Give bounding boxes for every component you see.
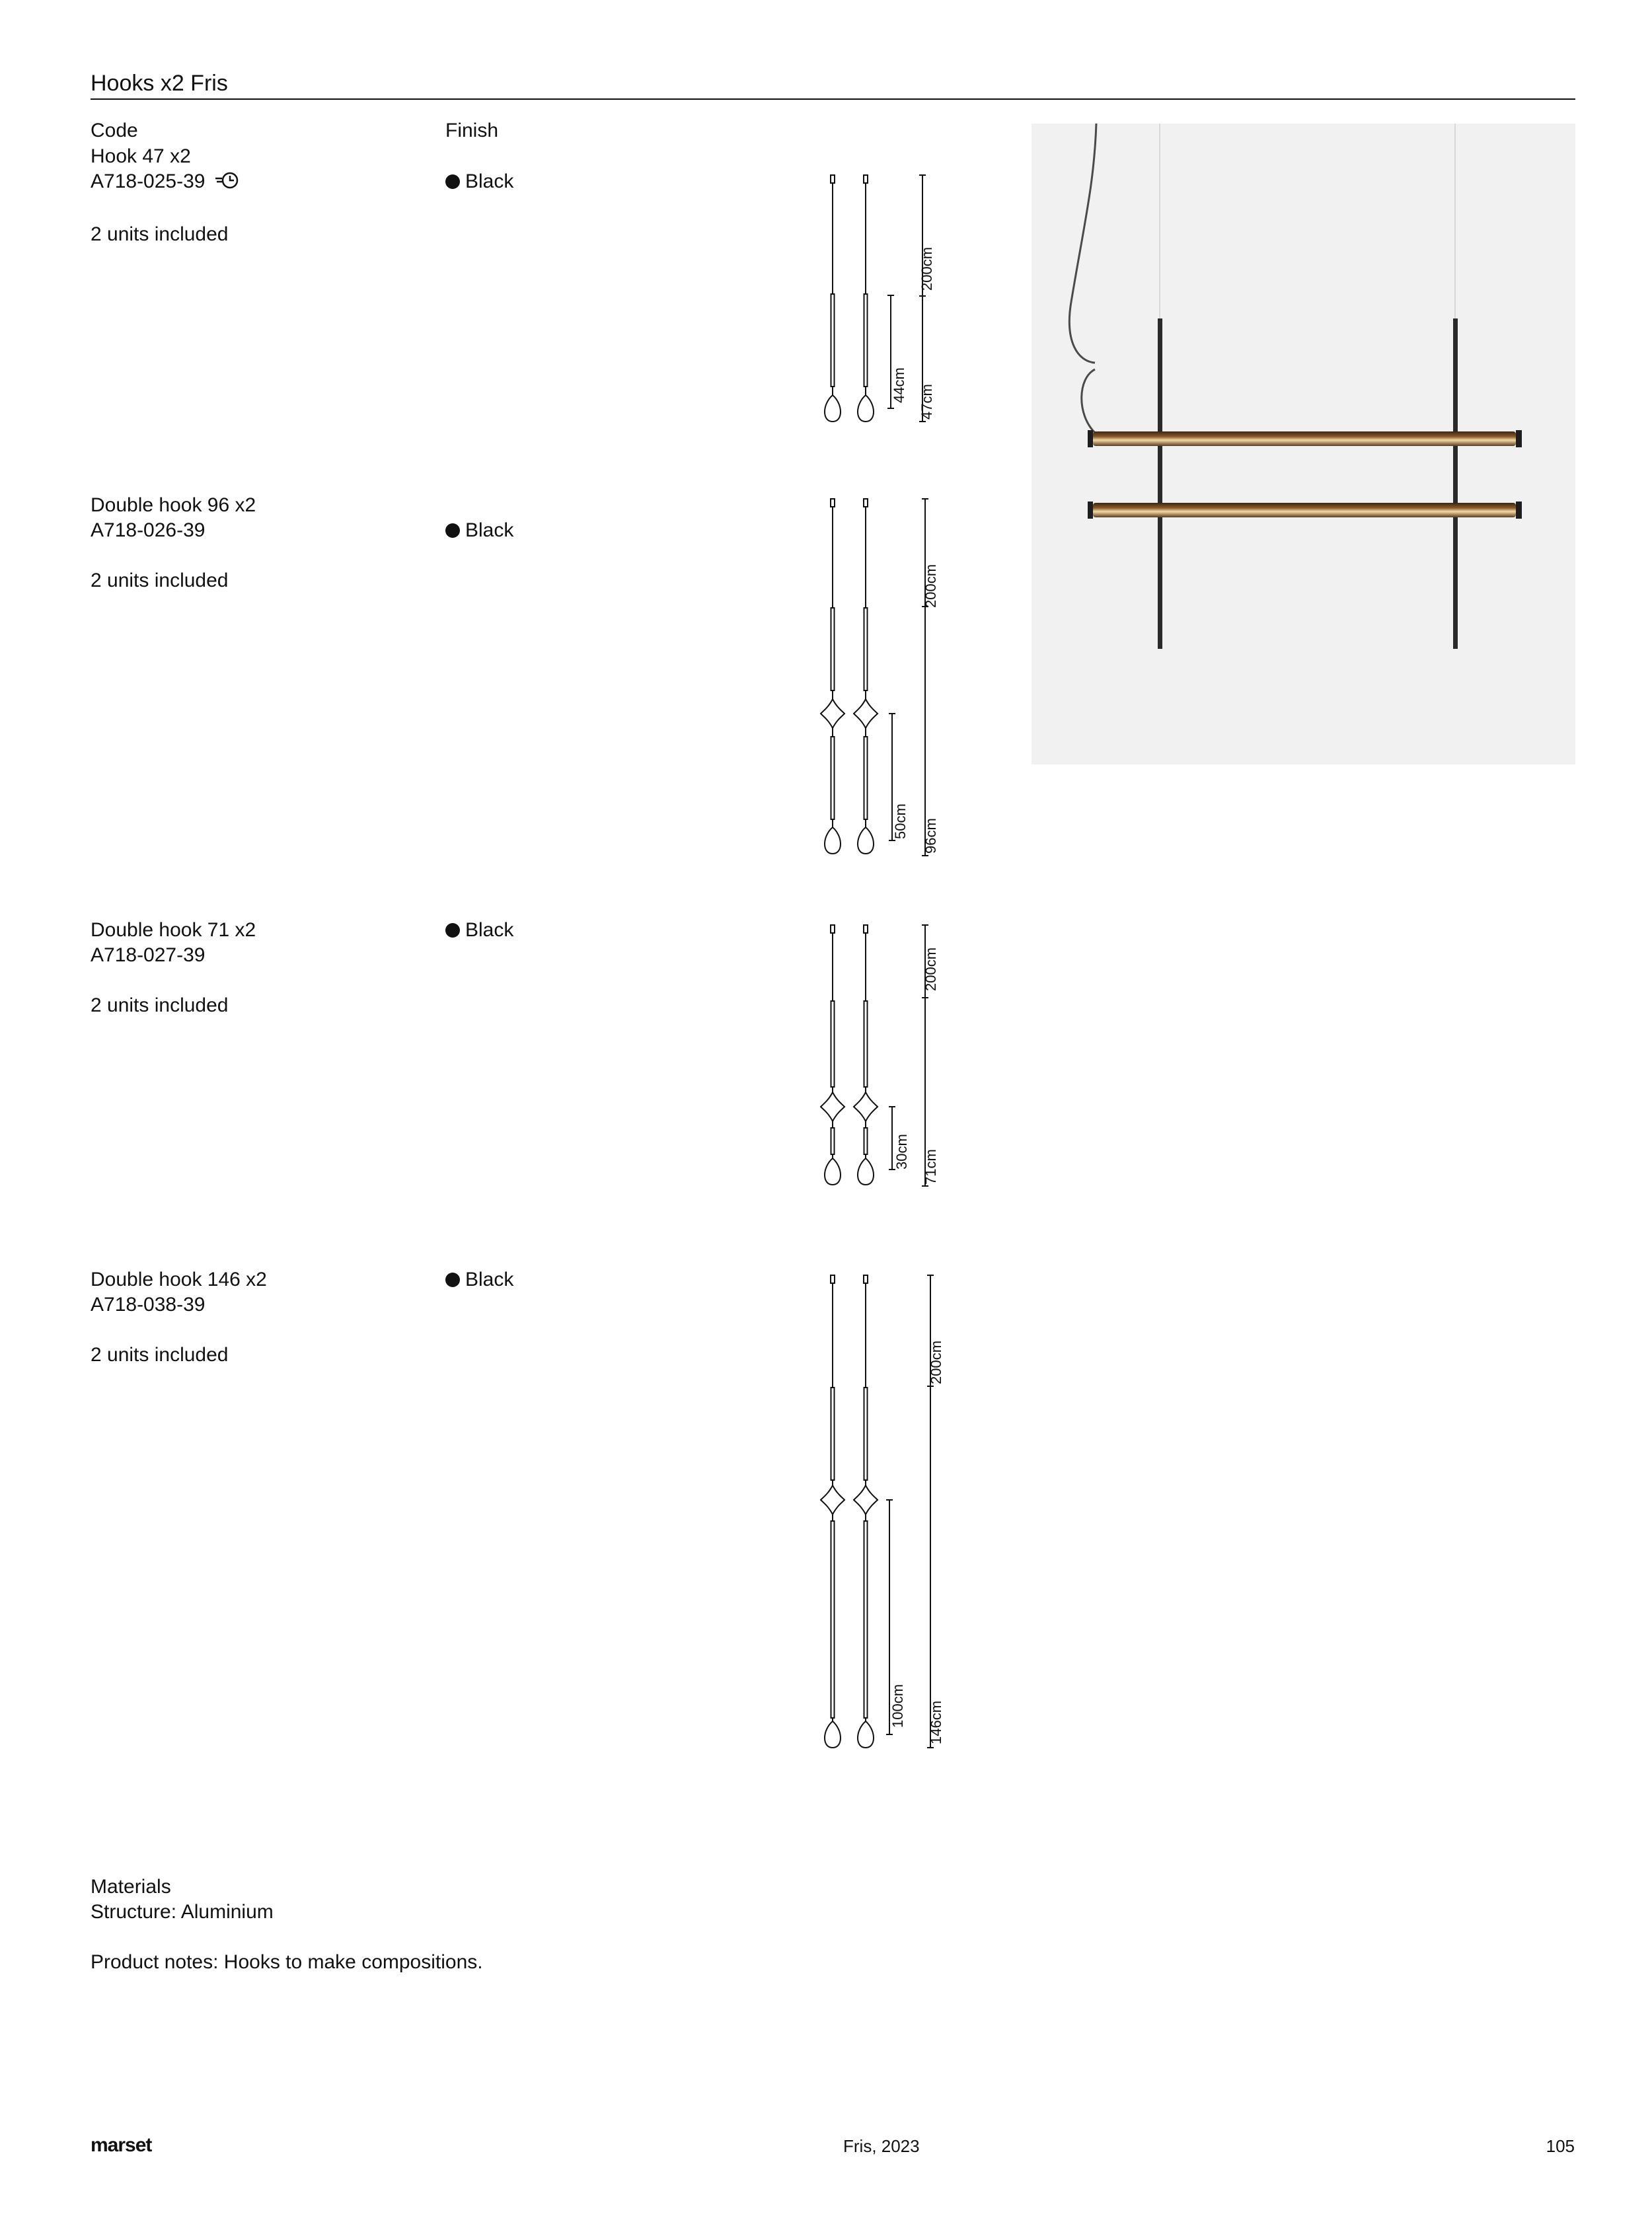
product-entry — [91, 144, 241, 247]
dimension-label: 44cm — [891, 367, 907, 403]
product-name: Double hook 96 x2 — [91, 494, 256, 516]
materials-section — [91, 1875, 483, 1975]
product-name: Double hook 71 x2 — [91, 919, 256, 941]
finish-option: Black — [445, 1267, 513, 1292]
lamp-composition-image — [1032, 124, 1575, 764]
product-notes: Product notes: Hooks to make compositions. — [91, 1951, 483, 1973]
units-included: 2 units included — [91, 1344, 229, 1366]
units-included: 2 units included — [91, 570, 229, 591]
product-code: A718-038-39 — [91, 1294, 206, 1316]
clock-icon — [214, 172, 241, 197]
units-included: 2 units included — [91, 223, 229, 245]
materials-heading: Materials — [91, 1876, 171, 1898]
brand-logo: marset — [91, 2134, 152, 2156]
dimension-label: 47cm — [919, 384, 935, 420]
dimension-label: 146cm — [928, 1700, 944, 1744]
finish-option: Black — [445, 169, 513, 194]
black-dot-icon — [445, 923, 460, 938]
dimension-label: 30cm — [893, 1134, 910, 1170]
product-entry — [91, 493, 256, 593]
product-photo — [1032, 124, 1575, 764]
page-title: Hooks x2 Fris — [91, 71, 228, 96]
black-dot-icon — [445, 1273, 460, 1287]
dimension-label: 71cm — [922, 1149, 939, 1185]
units-included: 2 units included — [91, 994, 229, 1016]
dimension-label: 200cm — [922, 564, 939, 608]
product-entry — [91, 918, 256, 1018]
hook-dimension-drawing — [813, 165, 958, 429]
header-divider — [91, 98, 1575, 100]
product-entry — [91, 1267, 267, 1368]
black-dot-icon — [445, 174, 460, 189]
double-hook-dimension-drawing — [813, 489, 958, 866]
footer-catalog-label: Fris, 2023 — [843, 2136, 920, 2156]
double-hook-dimension-drawing — [813, 1265, 958, 1754]
column-header-finish: Finish — [445, 120, 499, 141]
product-code: A718-027-39 — [91, 944, 206, 966]
product-name: Double hook 146 x2 — [91, 1269, 267, 1290]
materials-structure: Structure: Aluminium — [91, 1901, 274, 1923]
page-number: 105 — [1546, 2136, 1575, 2156]
dimension-label: 100cm — [889, 1684, 906, 1728]
product-code: A718-026-39 — [91, 519, 206, 541]
finish-option: Black — [445, 918, 513, 943]
product-code: A718-025-39 — [91, 169, 241, 197]
dimension-label: 50cm — [892, 803, 909, 839]
product-name: Hook 47 x2 — [91, 145, 191, 167]
column-header-code: Code — [91, 120, 138, 141]
dimension-label: 200cm — [928, 1340, 944, 1384]
dimension-label: 200cm — [922, 947, 939, 991]
black-dot-icon — [445, 523, 460, 538]
dimension-label: 96cm — [922, 818, 939, 854]
double-hook-dimension-drawing — [813, 915, 958, 1193]
dimension-label: 200cm — [919, 246, 935, 291]
finish-option: Black — [445, 518, 513, 543]
